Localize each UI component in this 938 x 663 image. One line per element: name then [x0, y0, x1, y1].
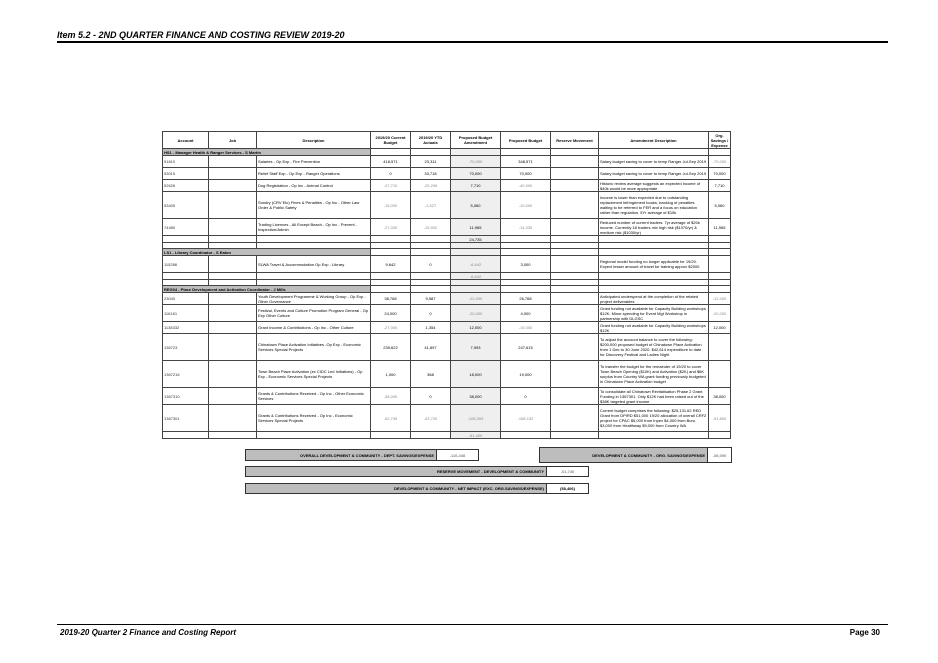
- blank-cell: [551, 236, 599, 243]
- cell-org: -12,000: [709, 293, 731, 305]
- cell-org: [709, 361, 731, 388]
- cell-desc: Grant Income & Contributions - Op Inc - Other Culture: [257, 322, 371, 334]
- cell-desc: Town Beach Place Activation (ex CIDC Led Initiatives) - Op Exp - Economic Services Special Projects: [257, 361, 371, 388]
- blank-cell: [451, 149, 501, 156]
- cell-proposed: 26,768: [501, 293, 551, 305]
- blank-cell: [599, 236, 709, 243]
- blank-cell: [371, 286, 411, 293]
- net-impact-value: (58,406): [547, 484, 588, 493]
- blank-cell: [209, 273, 257, 280]
- column-header: Proposed Budget Amendment: [451, 132, 501, 149]
- cell-desc: Relief Staff Exp - Op Exp - Ranger Operations: [257, 168, 371, 180]
- cell-job: [209, 334, 257, 361]
- cell-reserve: [551, 334, 599, 361]
- table-row: [163, 256, 731, 273]
- cell-account: 51610: [163, 156, 209, 168]
- cell-org: 38,000: [709, 388, 731, 405]
- cell-amend-desc: To consolidate all Chinatown Revitalisation Phase 2 Grant Funding in 1367301. Only $12K had been raised out of the $38K targeted grant income: [599, 388, 709, 405]
- cell-budget: -27,000: [371, 322, 411, 334]
- cell-reserve: [551, 156, 599, 168]
- blank-cell: [411, 149, 451, 156]
- cell-reserve: [551, 293, 599, 305]
- cell-job: [209, 293, 257, 305]
- cell-desc: Grants & Contributions Received - Op Inc - Other Economic Services: [257, 388, 371, 405]
- cell-amend: 7,710: [451, 180, 501, 192]
- blank-cell: [501, 273, 551, 280]
- table-row: [163, 219, 731, 236]
- cell-budget: -52,739: [371, 405, 411, 432]
- cell-ytd: 0: [411, 305, 451, 322]
- cell-amend-desc: Historic review average suggests an expected income of $40k would be more appropriate: [599, 180, 709, 192]
- cell-budget: -47,710: [371, 180, 411, 192]
- cell-amend: -70,000: [451, 156, 501, 168]
- table-body: [163, 149, 731, 439]
- cell-org: 11,965: [709, 219, 731, 236]
- cell-amend: -20,000: [451, 305, 501, 322]
- blank-cell: [709, 286, 731, 293]
- cell-ytd: 0: [411, 256, 451, 273]
- footer-divider: [57, 624, 888, 625]
- cell-ytd: 9,587: [411, 293, 451, 305]
- cell-ytd: 1,354: [411, 322, 451, 334]
- cell-amend: 38,000: [451, 388, 501, 405]
- blank-cell: [501, 286, 551, 293]
- cell-job: [209, 168, 257, 180]
- column-header: 2019/20 Current Budget: [371, 132, 411, 149]
- blank-cell: [257, 432, 371, 439]
- cell-amend: 18,000: [451, 361, 501, 388]
- column-header: Org. Savings / Expense: [709, 132, 731, 149]
- cell-account: 74480: [163, 219, 209, 236]
- cell-amend: 12,000: [451, 322, 501, 334]
- blank-cell: [371, 432, 411, 439]
- blank-cell: [163, 432, 209, 439]
- blank-cell: [599, 249, 709, 256]
- table-row: [163, 305, 731, 322]
- table-row: [163, 168, 731, 180]
- section-title: HS1 - Manager Health & Ranger Services - S Martin: [163, 149, 371, 156]
- table-row: [163, 405, 731, 432]
- header-divider: [57, 41, 888, 43]
- cell-amend-desc: Income is lower than expected due to outstanding replacement infringement books, backlog of penalties waiting to be referred to FER and a focus on education rather than regulation. 5Yr average of $10k: [599, 192, 709, 219]
- cell-ytd: 0: [411, 388, 451, 405]
- cell-ytd: -43,720: [411, 405, 451, 432]
- blank-cell: [163, 236, 209, 243]
- cell-amend-desc: Current budget comprises the following: $25,131.62 RED Grant from DPIRD $51,000 19/20 allocation of overall CRF2 project for CPAC $5,000 from Inpex $4,000 from Buru $3,000 from Healthway $9,000 from Country WA: [599, 405, 709, 432]
- cell-desc: Youth Development Programme & Working Group - Op Exp - Other Governance: [257, 293, 371, 305]
- subtotal-value: -6,642: [451, 273, 501, 280]
- cell-account: 136723: [163, 334, 209, 361]
- cell-account: 52626: [163, 180, 209, 192]
- blank-cell: [599, 432, 709, 439]
- blank-cell: [411, 236, 451, 243]
- net-impact-label: DEVELOPMENT & COMMUNITY - NET IMPACT (EXC. ORG.SAVINGS/EXPENSE): [246, 484, 547, 493]
- cell-org: 5,060: [709, 192, 731, 219]
- cell-reserve: [551, 219, 599, 236]
- blank-cell: [371, 149, 411, 156]
- cell-org: -20,000: [709, 305, 731, 322]
- cell-reserve: [551, 256, 599, 273]
- blank-cell: [599, 273, 709, 280]
- cell-desc: Chinatown Place Activation Initiatives -Op Exp - Economic Services Special Projects: [257, 334, 371, 361]
- table-row: [163, 180, 731, 192]
- cell-ytd: 41,897: [411, 334, 451, 361]
- cell-proposed: -158,132: [501, 405, 551, 432]
- cell-proposed: -14,035: [501, 219, 551, 236]
- cell-reserve: [551, 361, 599, 388]
- overall-dept-value: -116,448: [437, 450, 478, 460]
- blank-cell: [209, 236, 257, 243]
- cell-reserve: [551, 180, 599, 192]
- blank-cell: [709, 273, 731, 280]
- overall-dept-summary: [245, 449, 479, 461]
- cell-amend-desc: Grant funding not available for Capacity Building workshops $12K: [599, 322, 709, 334]
- cell-job: [209, 388, 257, 405]
- org-savings-value: -58,000: [708, 448, 731, 462]
- reserve-movement-label: RESERVE MOVEMENT - DEVELOPMENT & COMMUNITY: [246, 467, 547, 476]
- cell-amend-desc: Reduced number of current traders. 7yr average of $20k income. Currently 18 traders mix high risk ($1070/yr) & medium risk ($1030/yr): [599, 219, 709, 236]
- blank-cell: [709, 432, 731, 439]
- cell-proposed: 247,615: [501, 334, 551, 361]
- cell-budget: -15,000: [371, 192, 411, 219]
- cell-amend: 70,000: [451, 168, 501, 180]
- cell-proposed: 19,000: [501, 361, 551, 388]
- blank-cell: [371, 273, 411, 280]
- blank-cell: [501, 432, 551, 439]
- cell-account: 1367216: [163, 361, 209, 388]
- subtotal-row: [163, 273, 731, 280]
- cell-amend: 5,060: [451, 192, 501, 219]
- section-header-row: [163, 149, 731, 156]
- section-title: REG04 - Place Development and Activation Coordinator - J Mills: [163, 286, 371, 293]
- cell-desc: Grants & Contributions Received - Op Inc - Economic Services Special Projects: [257, 405, 371, 432]
- cell-budget: 38,768: [371, 293, 411, 305]
- blank-cell: [551, 249, 599, 256]
- cell-org: -91,800: [709, 405, 731, 432]
- cell-ytd: -1,527: [411, 192, 451, 219]
- blank-cell: [451, 249, 501, 256]
- org-savings-label: DEVELOPMENT & COMMUNITY - ORG. SAVINGS/EXPENSE: [540, 448, 708, 462]
- cell-job: [209, 322, 257, 334]
- cell-budget: -27,000: [371, 219, 411, 236]
- cell-job: [209, 305, 257, 322]
- column-header: Job: [209, 132, 257, 149]
- blank-cell: [411, 249, 451, 256]
- blank-cell: [257, 236, 371, 243]
- footer-report-title: 2019-20 Quarter 2 Finance and Costing Report: [60, 628, 237, 637]
- cell-ytd: 33,718: [411, 168, 451, 180]
- blank-cell: [551, 432, 599, 439]
- org-savings-summary: [539, 447, 732, 463]
- blank-cell: [163, 273, 209, 280]
- subtotal-value: -61,400: [451, 432, 501, 439]
- cell-desc: Salaries - Op Exp - Fire Prevention: [257, 156, 371, 168]
- cell-account: 1367301: [163, 405, 209, 432]
- section-title: LS1 - Library Coordinator - S Eaton: [163, 249, 371, 256]
- cell-account: 1138332: [163, 322, 209, 334]
- cell-account: 116161: [163, 305, 209, 322]
- cell-org: 12,000: [709, 322, 731, 334]
- reserve-movement-value: -61,740: [547, 467, 588, 476]
- cell-amend-desc: To adjust the account balance to cover the following: $200,000 proposed budget of Chinatown Place Activation from 1 Dec to 30 June 2020. $42,614 expenditure to date for Discovery Festival and Ladies Night: [599, 334, 709, 361]
- table-row: [163, 388, 731, 405]
- cell-amend: -12,000: [451, 293, 501, 305]
- blank-cell: [209, 432, 257, 439]
- cell-amend-desc: Salary budget saving to cover to temp Ranger Jul-Sep 2019: [599, 156, 709, 168]
- blank-cell: [551, 273, 599, 280]
- table-row: [163, 293, 731, 305]
- table-row: [163, 322, 731, 334]
- blank-cell: [709, 236, 731, 243]
- cell-job: [209, 192, 257, 219]
- cell-account: 53405: [163, 192, 209, 219]
- cell-account: 1367310: [163, 388, 209, 405]
- cell-desc: Dog Registration - Op Inc - Animal Control: [257, 180, 371, 192]
- cell-desc: Trading Licences - All Except Beach - Op Inc - Prevent - Inspection/Admin: [257, 219, 371, 236]
- cell-proposed: 348,571: [501, 156, 551, 168]
- blank-cell: [551, 286, 599, 293]
- cell-amend-desc: Regional model funding no longer applicable for 19/20. Expect lesser amount of travel for training approx $2000: [599, 256, 709, 273]
- blank-cell: [257, 273, 371, 280]
- cell-desc: Sundry (CRV Etc) Fines & Penalties - Op Inc - Other Law Order & Public Safety: [257, 192, 371, 219]
- cell-proposed: 0: [501, 388, 551, 405]
- column-header: Reserve Movement: [551, 132, 599, 149]
- cell-budget: 9,642: [371, 256, 411, 273]
- cell-budget: -38,000: [371, 388, 411, 405]
- cell-budget: 0: [371, 168, 411, 180]
- column-header: Account: [163, 132, 209, 149]
- cell-budget: 239,622: [371, 334, 411, 361]
- cell-org: -70,000: [709, 156, 731, 168]
- cell-amend-desc: Anticipated underspend at the completion of the related project deliverables: [599, 293, 709, 305]
- cell-amend: 11,965: [451, 219, 501, 236]
- cell-account: 53015: [163, 168, 209, 180]
- cell-ytd: -15,902: [411, 219, 451, 236]
- blank-cell: [411, 273, 451, 280]
- cell-reserve: [551, 388, 599, 405]
- blank-cell: [709, 149, 731, 156]
- table-row: [163, 334, 731, 361]
- footer-page-number: Page 30: [849, 628, 880, 637]
- cell-proposed: 3,000: [501, 256, 551, 273]
- cell-account: 23040: [163, 293, 209, 305]
- section-header-row: [163, 249, 731, 256]
- cell-proposed: -40,000: [501, 180, 551, 192]
- table-header-row: [163, 132, 731, 149]
- cell-job: [209, 361, 257, 388]
- finance-table: [162, 131, 731, 439]
- page-header-title: Item 5.2 - 2ND QUARTER FINANCE AND COSTING REVIEW 2019-20: [57, 30, 345, 40]
- cell-amend-desc: Salary budget saving to cover to temp Ranger Jul-Sep 2019: [599, 168, 709, 180]
- cell-budget: 418,571: [371, 156, 411, 168]
- cell-reserve: [551, 192, 599, 219]
- subtotal-row: [163, 236, 731, 243]
- table-row: [163, 156, 731, 168]
- cell-ytd: 368: [411, 361, 451, 388]
- cell-desc: Festival, Events and Culture Promotion Program General - Op Exp Other Culture: [257, 305, 371, 322]
- table-row: [163, 192, 731, 219]
- cell-amend-desc: To transfer the budget for the remainder of 19/20 to cover Town Beach Opening ($10K) and Activation ($2K) and $6K surplus from Country WA grant funding previously budgeted in Chinatown Place Activation budget: [599, 361, 709, 388]
- blank-cell: [501, 236, 551, 243]
- cell-job: [209, 256, 257, 273]
- cell-budget: 1,000: [371, 361, 411, 388]
- cell-org: [709, 256, 731, 273]
- column-header: Amendment Description: [599, 132, 709, 149]
- column-header: Proposed Budget: [501, 132, 551, 149]
- cell-reserve: [551, 322, 599, 334]
- cell-ytd: 23,311: [411, 156, 451, 168]
- cell-org: 70,000: [709, 168, 731, 180]
- cell-amend: -6,642: [451, 256, 501, 273]
- blank-cell: [599, 149, 709, 156]
- cell-amend: 7,993: [451, 334, 501, 361]
- column-header: 2019/20 YTD Actuals: [411, 132, 451, 149]
- blank-cell: [709, 249, 731, 256]
- cell-proposed: -15,000: [501, 322, 551, 334]
- cell-proposed: 4,000: [501, 305, 551, 322]
- cell-desc: SLWA Travel & Accommodation Op Exp - Library: [257, 256, 371, 273]
- overall-dept-label: OVERALL DEVELOPMENT & COMMUNITY - DEPT. SAVINGS/EXPENSE: [246, 450, 437, 460]
- cell-account: 115286: [163, 256, 209, 273]
- cell-job: [209, 156, 257, 168]
- section-header-row: [163, 286, 731, 293]
- net-impact-summary: [245, 483, 589, 494]
- blank-cell: [501, 149, 551, 156]
- blank-cell: [411, 432, 451, 439]
- cell-amend-desc: Grant funding not available for Capacity Building workshops $12K. Minor spending for Event Mgt Workshop in partnership with DLGSC: [599, 305, 709, 322]
- cell-reserve: [551, 168, 599, 180]
- cell-reserve: [551, 405, 599, 432]
- subtotal-row: [163, 432, 731, 439]
- blank-cell: [551, 149, 599, 156]
- blank-cell: [599, 286, 709, 293]
- cell-job: [209, 180, 257, 192]
- blank-cell: [371, 236, 411, 243]
- column-header: Description: [257, 132, 371, 149]
- cell-proposed: 70,000: [501, 168, 551, 180]
- cell-ytd: -25,208: [411, 180, 451, 192]
- subtotal-value: 24,735: [451, 236, 501, 243]
- reserve-movement-summary: [245, 466, 589, 477]
- blank-cell: [501, 249, 551, 256]
- cell-amend: -105,393: [451, 405, 501, 432]
- cell-job: [209, 405, 257, 432]
- blank-cell: [411, 286, 451, 293]
- table-row: [163, 361, 731, 388]
- blank-cell: [371, 249, 411, 256]
- cell-reserve: [551, 305, 599, 322]
- cell-proposed: -10,000: [501, 192, 551, 219]
- cell-budget: 24,000: [371, 305, 411, 322]
- cell-job: [209, 219, 257, 236]
- blank-cell: [451, 286, 501, 293]
- cell-org: [709, 334, 731, 361]
- cell-org: 7,710: [709, 180, 731, 192]
